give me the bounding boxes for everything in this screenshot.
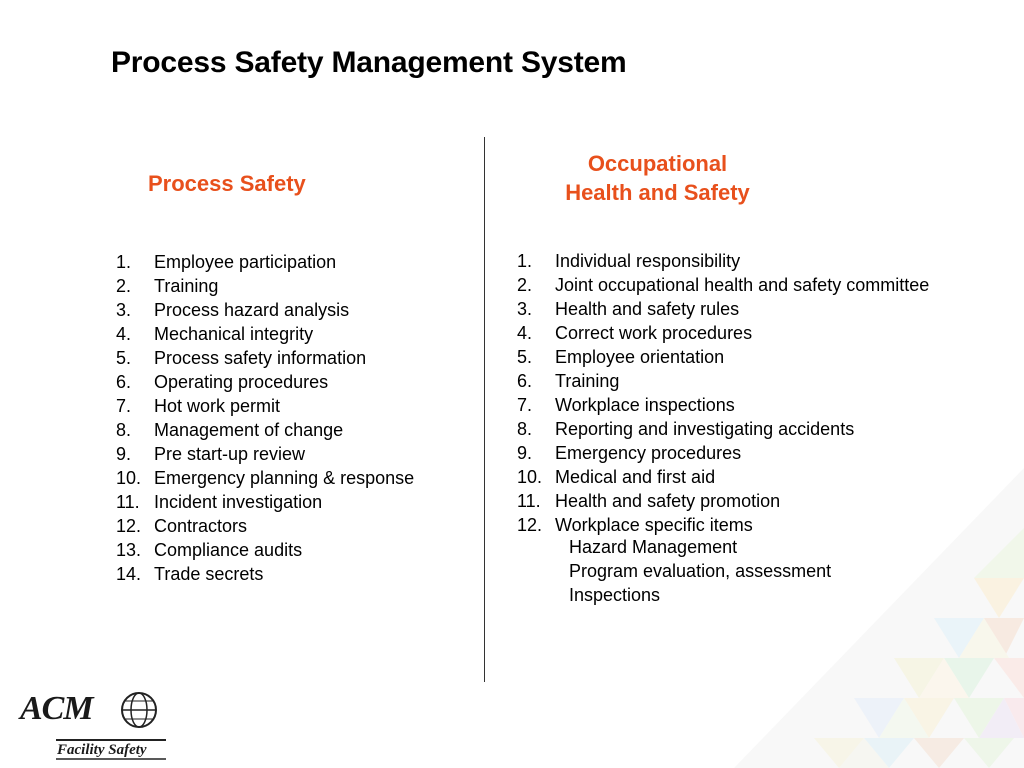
item-text: Pre start-up review <box>154 444 306 464</box>
item-text: Employee participation <box>154 252 337 272</box>
item-text: Compliance audits <box>154 540 303 560</box>
logo-tagline: Facility Safety <box>57 742 147 758</box>
item-text: Emergency procedures <box>555 443 742 463</box>
item-number: 1. <box>116 252 132 272</box>
sub-list-item: Program evaluation, assessment <box>569 561 832 581</box>
item-number: 8. <box>116 420 132 440</box>
item-text: Operating procedures <box>154 372 329 392</box>
item-text: Individual responsibility <box>555 251 741 271</box>
slide-title: Process Safety Management System <box>111 46 627 79</box>
item-number: 3. <box>116 300 132 320</box>
item-text: Trade secrets <box>154 564 264 584</box>
item-text: Incident investigation <box>154 492 323 512</box>
item-text: Training <box>154 276 219 296</box>
item-text: Workplace specific items <box>555 515 753 535</box>
globe-icon <box>122 693 156 727</box>
item-text: Employee orientation <box>555 347 725 367</box>
item-number: 7. <box>116 396 132 416</box>
item-number: 1. <box>517 251 533 271</box>
item-text: Mechanical integrity <box>154 324 314 344</box>
item-number: 9. <box>116 444 132 464</box>
sub-list-item: Hazard Management <box>569 537 738 557</box>
item-number: 11. <box>517 491 541 511</box>
item-number: 9. <box>517 443 533 463</box>
item-number: 8. <box>517 419 533 439</box>
item-number: 3. <box>517 299 533 319</box>
item-number: 5. <box>116 348 132 368</box>
item-text: Medical and first aid <box>555 467 716 487</box>
ohs-heading-line1: Occupational <box>587 151 728 176</box>
item-text: Emergency planning & response <box>154 468 415 488</box>
item-text: Health and safety promotion <box>555 491 781 511</box>
column-divider <box>484 137 485 682</box>
item-text: Management of change <box>154 420 344 440</box>
item-number: 13. <box>116 540 142 560</box>
item-text: Process hazard analysis <box>154 300 350 320</box>
item-text: Process safety information <box>154 348 367 368</box>
item-number: 12. <box>116 516 142 536</box>
process-safety-heading: Process Safety <box>148 171 306 196</box>
item-number: 6. <box>517 371 533 391</box>
item-number: 2. <box>116 276 132 296</box>
item-number: 5. <box>517 347 533 367</box>
sub-list-item: Inspections <box>569 585 661 605</box>
item-number: 4. <box>116 324 132 344</box>
item-text: Contractors <box>154 516 248 536</box>
item-number: 7. <box>517 395 533 415</box>
item-text: Correct work procedures <box>555 323 753 343</box>
item-number: 6. <box>116 372 132 392</box>
item-text: Training <box>555 371 620 391</box>
item-number: 2. <box>517 275 533 295</box>
item-number: 10. <box>116 468 142 488</box>
item-text: Reporting and investigating accidents <box>555 419 855 439</box>
ohs-heading-line2: Health and Safety <box>565 180 750 205</box>
decorative-mosaic <box>734 468 1024 768</box>
item-text: Hot work permit <box>154 396 281 416</box>
item-text: Joint occupational health and safety committee <box>555 275 930 295</box>
item-text: Health and safety rules <box>555 299 740 319</box>
item-number: 14. <box>116 564 142 584</box>
ohs-heading <box>545 149 770 207</box>
item-number: 10. <box>517 467 543 487</box>
item-text: Workplace inspections <box>555 395 735 415</box>
item-number: 4. <box>517 323 533 343</box>
item-number: 12. <box>517 515 543 535</box>
logo-letters: ACM <box>20 690 93 727</box>
item-number: 11. <box>116 492 140 512</box>
